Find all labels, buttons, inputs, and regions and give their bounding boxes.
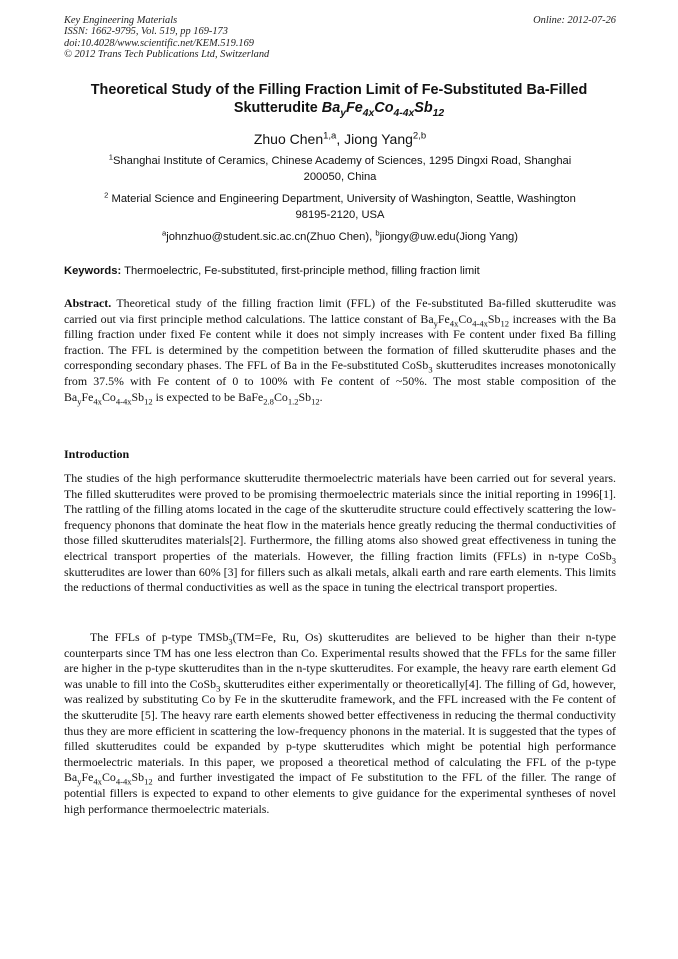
keywords-label: Keywords: (64, 265, 122, 277)
keywords-line: Keywords: Thermoelectric, Fe-substituted, first-principle method, filling fraction limit (64, 265, 480, 277)
intro-paragraph-2: The FFLs of p-type TMSb$_3$(TM=Fe, Ru, Os) skutterudites are believed to be higher than their n-type counterparts since TM has one less electron than Co. Experimental results showed that the FFLs for the same filler are higher in the p-type skutterudites than in the n-type skutterudites. For example, the heavy rare earth element Gd was unable to fill into the CoSb$_3$ skutterudites either experimentally or theoretically[4]. The filling of Gd, however, was realized by substituting Co by Fe in the skutterudite framework, and the FFL increased with the Fe content of the skutterudite [5]. The heavy rare earth elements showed better effectiveness in reducing the thermal conductivity thus they are more efficient in scattering the low-frequency phonons in the material. It is suggested that the types of filled skutterudites could be expanded by p-type skutterudites which might be potential high performance thermoelectric materials. In this paper, we proposed a theoretical method of calculating the FFL of the p-type $Ba_yFe_{4x}Co_{4-4x}Sb_{12}$ and further investigated the impact of Fe substitution to the FFL of the filler. The range of potential fillers is expected to expand to other elements to give guidance for the experimental syntheses of novel high performance thermoelectric materials. (64, 630, 616, 816)
copyright-line: © 2012 Trans Tech Publications Ltd, Switzerland (64, 49, 270, 61)
author-name: Jiong Yang (344, 131, 413, 147)
journal-header (64, 15, 616, 61)
abstract-label: Abstract. (64, 296, 112, 310)
author-name: Zhuo Chen (253, 131, 324, 147)
online-date: Online: 2012-07-26 (533, 15, 616, 26)
journal-name: Key Engineering Materials (64, 15, 178, 26)
introduction-heading: Introduction (64, 447, 130, 461)
title-formula: $Ba_yFe_{4x}Co_{4-4x}Sb_{12}$ (321, 100, 445, 119)
title-line-2: Skutterudite $Ba_yFe_{4x}Co_{4-4x}Sb_{12}$ (233, 100, 445, 119)
doi-line: doi:10.4028/www.scientific.net/KEM.519.169 (64, 37, 254, 49)
title-line-1: Theoretical Study of the Filling Fraction Limit of Fe-Substituted Ba-Filled (90, 82, 588, 98)
author-list: Zhuo Chen$^{1,a}$, Jiong Yang$^{2,b}$ (253, 130, 427, 147)
intro-paragraph-1: The studies of the high performance skutterudite thermoelectric materials have been carried out for several years. The filled skutterudites were proved to be promising thermoelectric materials since the initial reporting in 1996[1]. The rattling of the filling atoms located in the cage of the skutterudite structure could effectively scattering the low-frequency phonons that dominate the heat flow in the materials hence greatly reducing the thermal conductivities of those filled skutterudites materials[2]. Furthermore, the filling atoms also showed great effectiveness in tuning the electrical transport properties of the materials. However, the filling fraction limits (FFLs) in n-type CoSb$_3$ skutterudites are lower than 60% [3] for fillers such as alkali metals, alkali earth and rare earth elements. This limits the reductions of thermal conductivities as well as the space in tuning the electrical transport properties. (64, 471, 616, 595)
issn-line: ISSN: 1662-9795, Vol. 519, pp 169-173 (64, 26, 228, 38)
author-emails: $^a$johnzhuo@student.sic.ac.cn(Zhuo Chen), $^b$jiongy@uw.edu(Jiong Yang) (161, 228, 519, 243)
abstract-paragraph: Abstract. Theoretical study of the filling fraction limit (FFL) of the Fe-substituted Ba-filled skutterudite was carried out via first principle method calculations. The lattice constant of $Ba_yFe_{4x}Co_{4-4x}Sb_{12}$ increases with the Ba filling fraction under fixed Fe content while it does not simply increases with Fe content under fixed Ba filling fraction. The FFL is determined by the competition between the formation of filled skutterudite phases and the corresponding secondary phases. The FFL of Ba in the Fe-substituted CoSb$_3$ skutterudites increases monotonically from 37.5% with Fe content of 0 to 100% with Fe content of ~50%. The most stable composition of the $Ba_yFe_{4x}Co_{4-4x}Sb_{12}$ is expected to be $BaFe_{2.8}Co_{1.2}Sb_{12}$. (64, 296, 617, 406)
paper-title (52, 81, 626, 117)
affiliation-1: $^1$Shanghai Institute of Ceramics, Chinese Academy of Sciences, 1295 Dingxi Road, Shanghai 200050, China (108, 152, 572, 183)
affiliation-2: $^2$ Material Science and Engineering Department, University of Washington, Seattle, Washington 98195-2120, USA (104, 190, 576, 221)
